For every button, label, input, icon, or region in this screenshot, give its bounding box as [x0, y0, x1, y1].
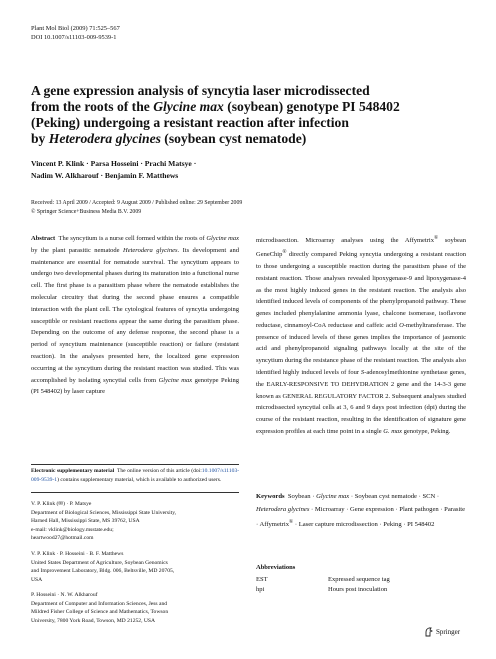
abbreviations-section	[256, 563, 468, 595]
title-line: from the roots of the Glycine max (soybean) genotype PI 548402	[31, 99, 400, 114]
title-line: A gene expression analysis of syncytia laser microdissected	[31, 83, 370, 98]
affiliation-line: United States Department of Agriculture, Soybean Genomics	[31, 559, 168, 566]
affiliation-3	[31, 591, 241, 625]
abbreviations-title: Abbreviations	[256, 564, 296, 571]
abbreviation-term: hpi	[256, 586, 265, 593]
abbreviation-row	[256, 585, 468, 595]
publication-dates	[31, 199, 471, 217]
esm-title: Electronic supplementary material	[31, 468, 115, 474]
abbreviation-row	[256, 575, 468, 585]
received-line: Received: 13 April 2009 / Accepted: 9 August 2009 / Published online: 29 September 2009	[31, 200, 243, 206]
affiliation-line: P. Hosseini · N. W. Alkharouf	[31, 592, 98, 598]
abstract-label: Abstract	[31, 235, 56, 242]
journal-header	[31, 24, 120, 42]
copyright-line: © Springer Science+Business Media B.V. 2009	[31, 209, 142, 215]
paper-title	[31, 83, 461, 147]
title-line: by Heterodera glycines (soybean cyst nematode)	[31, 131, 307, 146]
footnote-divider	[31, 464, 239, 465]
affiliation-line: Department of Computer and Information Sciences, Jess and	[31, 600, 168, 607]
abbreviation-definition: Expressed sequence tag	[328, 576, 390, 583]
affiliation-line: V. P. Klink · P. Hosseini · B. F. Matthews	[31, 551, 124, 557]
abstract-left-column	[31, 233, 239, 398]
publisher-name: Springer	[436, 628, 461, 636]
affiliation-line: V. P. Klink (✉) · P. Matsye	[31, 501, 92, 507]
affiliation-2	[31, 550, 241, 584]
keywords-list: Soybean · Glycine max · Soybean cyst nematode · SCN · Heterodera glycines · Microarray · Gene expression · Plant pathogen · Parasite · Affymetrix® · Laser capture microdissection · Peking · PI 548402	[256, 493, 466, 529]
esm-text-after: ) contains supplementary material, which is available to authorized users.	[57, 476, 222, 483]
abstract-text-left: The syncytium is a nurse cell formed within the roots of Glycine max by the plant parasitic nematode Heterodera glycines. Its development and maintenance are essential for nematode survival. The syncytium appears to undergo two developmental phases during its maturation into a functional nurse cell. The first phase is a parasitism phase where the nematode establishes the molecular circuitry that during the second phase ensures a compatible interaction with the plant cell. The cytological features of syncytia undergoing susceptible or resistant reactions appear the same during the parasitism phase. Depending on the outcome of any defense response, the second phase is a period of syncytium maintenance (susceptible reaction) or failure (resistant reaction). In the analyses presented here, the localized gene expression occurring at the syncytium during the resistant reaction was studied. This was accomplished by isolating syncytial cells from Glycine max genotype Peking (PI 548402) by laser capture	[31, 235, 240, 396]
affiliation-line: Department of Biological Sciences, Mississippi State University,	[31, 509, 177, 516]
author-line: Vincent P. Klink · Parsa Hosseini · Prachi Matsye ·	[31, 159, 197, 168]
author-list	[31, 158, 431, 182]
affiliation-1	[31, 500, 241, 543]
doi-line: DOI 10.1007/s11103-009-9539-1	[31, 34, 117, 41]
publisher-logo	[424, 627, 460, 637]
affiliation-line: e-mail: vklink@biology.msstate.edu;	[31, 526, 114, 533]
esm-note	[31, 467, 241, 484]
abbreviation-definition: Hours post inoculation	[328, 586, 388, 593]
abbreviation-term: EST	[256, 576, 268, 583]
author-line: Nadim W. Alkharouf · Benjamin F. Matthews	[31, 171, 179, 180]
footnote-divider	[31, 492, 239, 493]
abstract-text-right: microdissection. Microarray analyses using the Affymetrix® soybean GeneChip® directly compared Peking syncytia undergoing a resistant reaction to those undergoing a susceptible reaction during the parasitism phase of the resistant reaction. Those analyses revealed lipoxygenase-9 and lipoxygenase-4 as the most highly induced genes in the resistant reaction. The analysis also identified induced levels of components of the phenylpropanoid pathway. These genes included phenylalanine ammonia lyase, chalcone isomerase, isoflavone reductase, cinnamoyl-CoA reductase and caffeic acid O-methyltransferase. The presence of induced levels of these genes implies the importance of jasmonic acid and phenylpropanoid signaling pathways locally at the site of the syncytium during the resistance phase of the resistant reaction. The analysis also identified highly induced levels of four S-adenosylmethionine synthetase genes, the EARLY-RESPONSIVE TO DEHYDRATION 2 gene and the 14-3-3 gene known as GENERAL REGULATORY FACTOR 2. Subsequent analyses studied microdissected syncytial cells at 3, 6 and 9 days post infection (dpi) during the course of the resistant reaction, resulting in the identification of signature gene expression profiles at each time point in a single G. max genotype, Peking.	[256, 235, 466, 436]
abstract-right-column	[256, 233, 466, 438]
keywords-section	[256, 491, 468, 532]
affiliation-line: heartwood27@hotmail.com	[31, 535, 94, 541]
affiliation-line: Mildred Fisher College of Science and Mathematics, Towson	[31, 609, 169, 615]
affiliation-line: and Improvement Laboratory, Bldg. 006, Beltsville, MD 20705,	[31, 568, 175, 574]
esm-text-before: The online version of this article (doi:	[116, 468, 202, 474]
title-line: (Peking) undergoing a resistant reaction after infection	[31, 115, 349, 130]
affiliation-line: University, 7800 York Road, Towson, MD 21252, USA	[31, 617, 156, 624]
journal-citation: Plant Mol Biol (2009) 71:525–567	[31, 25, 120, 32]
affiliation-line: Harned Hall, Mississippi State, MS 39762, USA	[31, 518, 140, 524]
affiliation-line: USA	[31, 576, 43, 583]
springer-horse-icon	[424, 627, 433, 637]
keywords-label: Keywords	[256, 493, 285, 500]
esm-doi-link[interactable]: 10.1007/s11103-009-9539-1	[31, 468, 240, 483]
